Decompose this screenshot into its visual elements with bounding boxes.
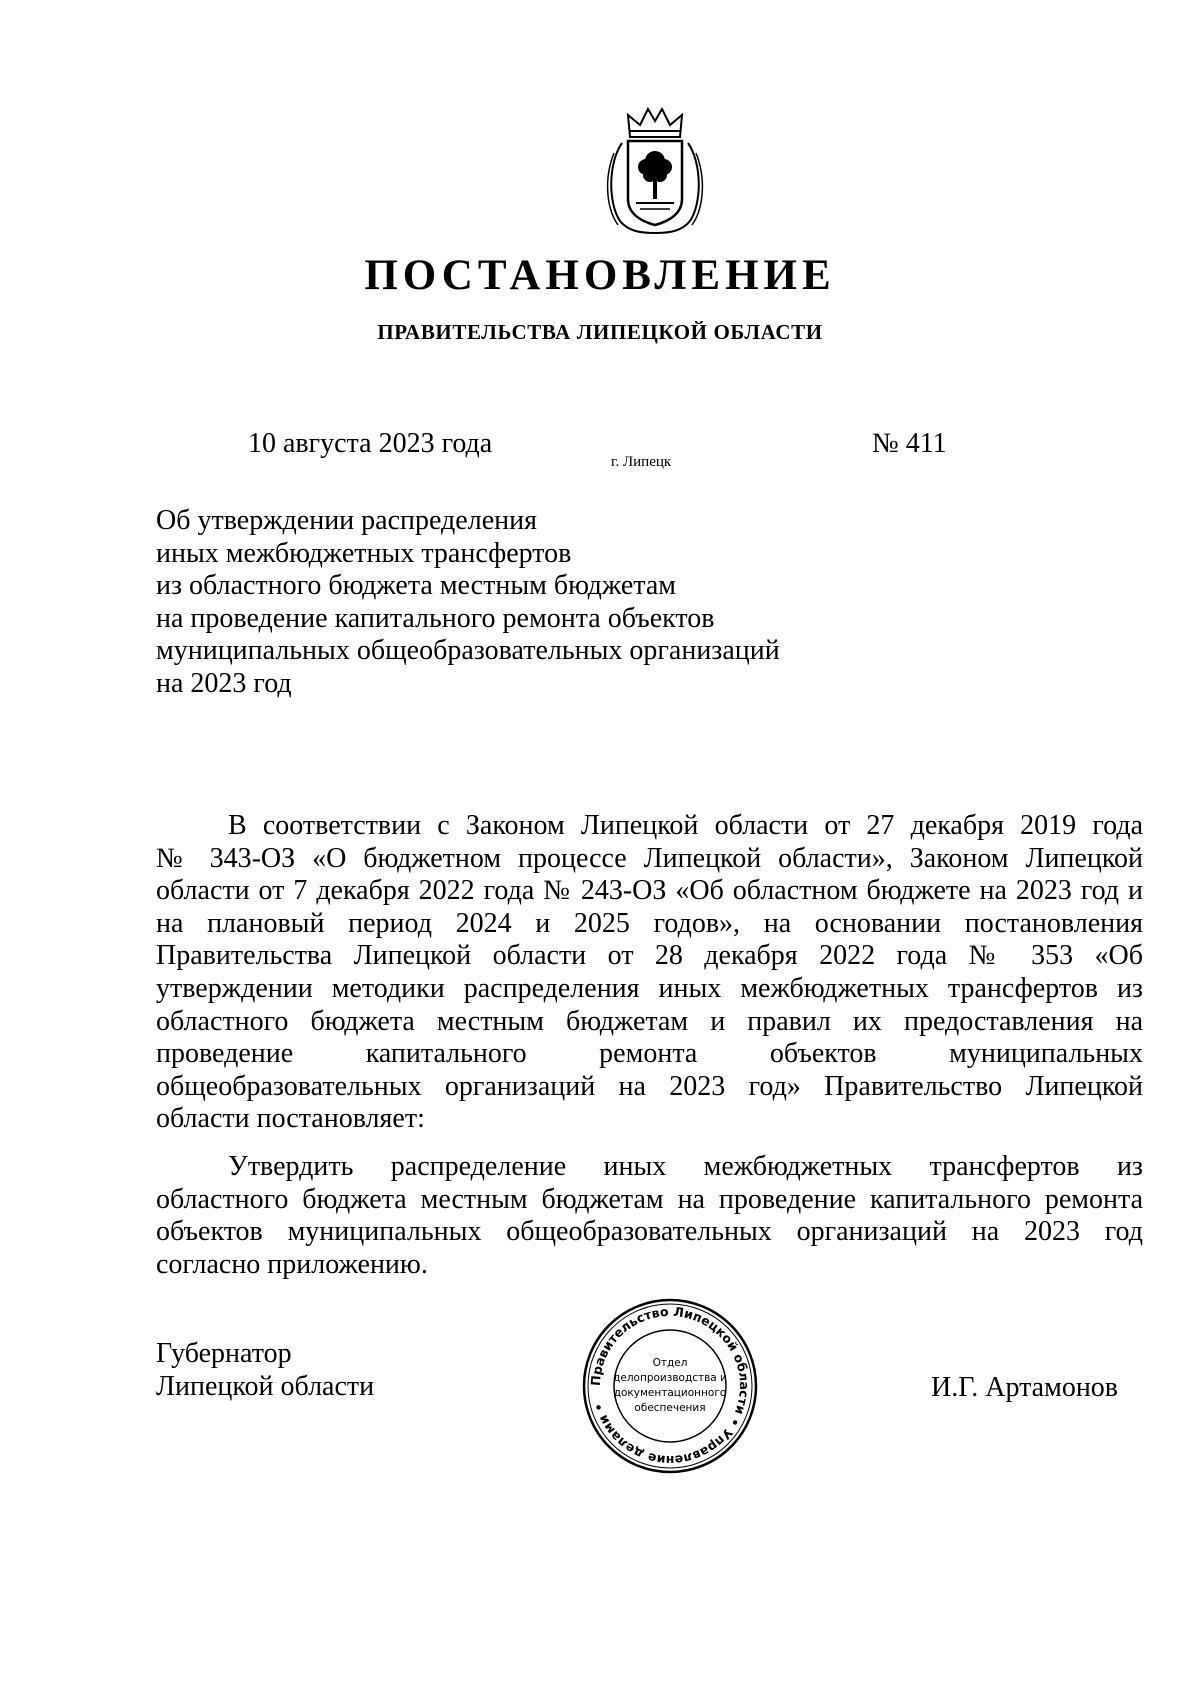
document-city: г. Липецк [611, 454, 672, 470]
body-line: В соответствии с Законом Липецкой области от 27 декабря 2019 года [228, 810, 1143, 841]
document-issuer: ПРАВИТЕЛЬСТВА ЛИПЕЦКОЙ ОБЛАСТИ [377, 320, 823, 344]
body-line: на плановый период 2024 и 2025 годов», на основании постановления [156, 907, 1143, 939]
seal-outer-text [588, 1304, 752, 1468]
seal-inner-line: документационного [613, 1387, 727, 1399]
body-line: согласно приложению. [156, 1248, 428, 1280]
document-number: № 411 [872, 428, 947, 459]
body-line: областного бюджета местным бюджетам на проведение капитального ремонта [156, 1183, 1143, 1215]
subject-line: на проведение капитального ремонта объектов [156, 602, 715, 634]
official-seal [580, 1296, 760, 1476]
body-paragraph-basis [156, 810, 1143, 1136]
document-subject [156, 505, 780, 700]
body-line: области постановляет: [156, 1103, 425, 1135]
body-line: областного бюджета местным бюджетам и правил их предоставления на [156, 1005, 1143, 1037]
signatory-position-line: Липецкой области [156, 1371, 375, 1402]
subject-line: муниципальных общеобразовательных организаций [156, 635, 780, 666]
body-line: объектов муниципальных общеобразовательных организаций на 2023 год [156, 1216, 1143, 1248]
signatory-position-line: Губернатор [156, 1338, 292, 1369]
seal-inner-line: делопроизводства и [613, 1372, 727, 1384]
body-line: утверждении методики распределения иных межбюджетных трансфертов из [156, 972, 1143, 1004]
document-title: ПОСТАНОВЛЕНИЕ [364, 252, 836, 299]
body-paragraph-resolution [156, 1151, 1143, 1281]
coat-of-arms-icon [600, 103, 710, 236]
subject-line: на 2023 год [156, 667, 292, 699]
subject-line: из областного бюджета местным бюджетам [156, 570, 676, 601]
seal-outer-text-path: Правительство Липецкой области • Управление делами • [587, 1303, 753, 1469]
signatory-name: И.Г. Артамонов [931, 1372, 1119, 1403]
subject-line: Об утверждении распределения [156, 505, 537, 536]
body-line: проведение капитального ремонта объектов муниципальных [156, 1038, 1143, 1070]
seal-inner-line: Отдел [652, 1357, 688, 1369]
body-line: области от 7 декабря 2022 года № 243-ОЗ «Об областном бюджете на 2023 год и [156, 875, 1143, 907]
seal-inner-line: обеспечения [634, 1402, 706, 1414]
signatory-position [156, 1337, 374, 1403]
body-line: № 343-ОЗ «О бюджетном процессе Липецкой области», Законом Липецкой [156, 842, 1143, 874]
subject-line: иных межбюджетных трансфертов [156, 537, 572, 569]
body-line: Правительства Липецкой области от 28 декабря 2022 года № 353 «Об [156, 940, 1143, 972]
body-line: общеобразовательных организаций на 2023 год» Правительство Липецкой [156, 1070, 1143, 1102]
document-date: 10 августа 2023 года [248, 428, 493, 459]
body-line: Утвердить распределение иных межбюджетных трансфертов из [228, 1151, 1143, 1182]
